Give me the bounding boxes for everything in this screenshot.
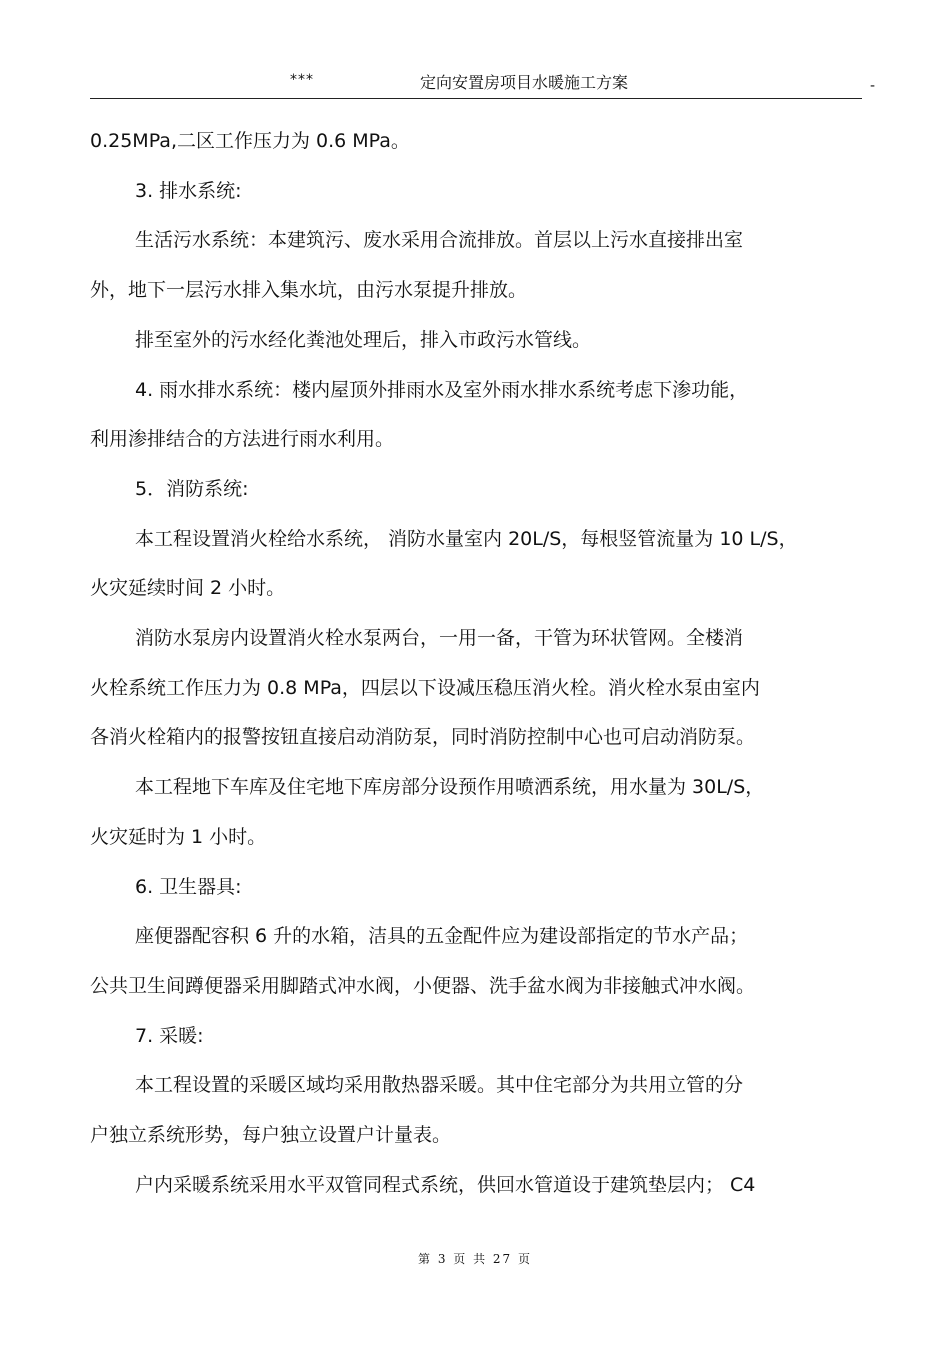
body-line: 座便器配容积 6 升的水箱，洁具的五金配件应为建设部指定的节水产品；	[135, 925, 749, 948]
body-line: 消防水泵房内设置消火栓水泵两台，一用一备，干管为环状管网。全楼消	[135, 627, 744, 649]
page-header	[90, 70, 862, 99]
body-line: 7. 采暖:	[135, 1024, 204, 1047]
body-line: 生活污水系统：本建筑污、废水采用合流排放。首层以上污水直接排出室	[135, 229, 744, 252]
body-line: 各消火栓箱内的报警按钮直接启动消防泵，同时消防控制中心也可启动消防泵。	[90, 726, 756, 749]
body-line: 5．消防系统:	[135, 477, 249, 500]
body-line: 利用渗排结合的方法进行雨水利用。	[90, 428, 395, 451]
body-line: 6. 卫生器具:	[135, 875, 242, 898]
body-line: 户独立系统形势，每户独立设置户计量表。	[90, 1124, 452, 1146]
header-left-mark: ***	[290, 72, 314, 88]
body-line: 本工程地下车库及住宅地下库房部分设预作用喷洒系统，用水量为 30L/S，	[135, 776, 765, 799]
body-line: 本工程设置消火栓给水系统， 消防水量室内 20L/S，每根竖管流量为 10 L/S，	[135, 527, 798, 550]
body-line: 公共卫生间蹲便器采用脚踏式冲水阀，小便器、洗手盆水阀为非接触式冲水阀。	[90, 974, 756, 997]
body-line: 本工程设置的采暖区域均采用散热器采暖。其中住宅部分为共用立管的分	[135, 1074, 744, 1097]
body-line: 排至室外的污水经化粪池处理后，排入市政污水管线。	[135, 328, 592, 351]
body-line: 火灾延时为 1 小时。	[90, 825, 267, 848]
page-footer: 第 3 页 共 27 页	[418, 1252, 532, 1266]
body-line: 户内采暖系统采用水平双管同程式系统，供回水管道设于建筑垫层内； C4	[135, 1173, 756, 1196]
header-title: 定向安置房项目水暖施工方案	[420, 73, 629, 92]
body-line: 3. 排水系统:	[135, 179, 242, 202]
body-line: 火灾延续时间 2 小时。	[90, 577, 286, 600]
header-right-mark: -	[870, 78, 876, 94]
body-line: 火栓系统工作压力为 0.8 MPa，四层以下设减压稳压消火栓。消火栓水泵由室内	[90, 676, 760, 699]
body-line: 4. 雨水排水系统：楼内屋顶外排雨水及室外雨水排水系统考虑下渗功能，	[135, 378, 749, 401]
body-line: 0.25MPa,二区工作压力为 0.6 MPa。	[90, 130, 410, 152]
body-line: 外，地下一层污水排入集水坑，由污水泵提升排放。	[90, 279, 528, 302]
